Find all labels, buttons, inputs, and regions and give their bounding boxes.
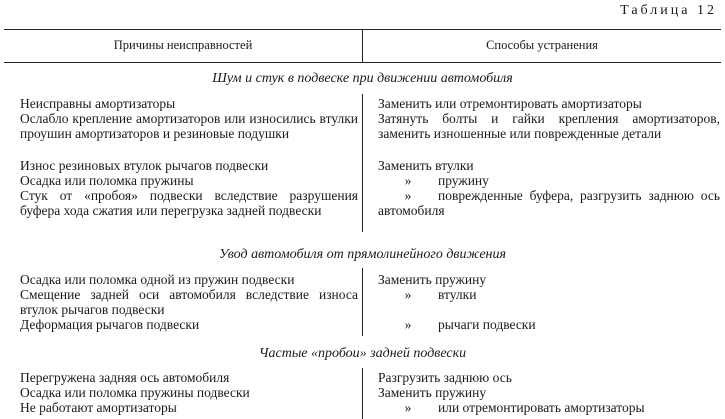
cause-cell: Не работают амортизаторы [20,400,177,415]
remedy-cell [378,287,720,302]
remedy-cell [378,317,720,332]
ditto-mark: » [404,287,412,302]
header-bottom-rule [4,62,721,63]
section-title-bottoming: Частые «пробои» задней подвески [258,346,467,361]
cause-cell: Ослабло крепление амортизаторов или износились втулки проушин амортизаторов и резиновые подушки [20,111,358,141]
remedy-cell [378,173,720,188]
remedy-cell: Заменить или отремонтировать амортизаторы [378,96,642,111]
remedy-text: или отремонтировать амортизаторы [438,400,645,415]
ditto-mark: » [404,317,412,332]
column-header-remedies: Способы устранения [486,38,598,52]
cause-cell: Перегружена задняя ось автомобиля [20,370,230,385]
cause-cell: Стук от «пробоя» подвески вследствие разрушения буфера хода сжатия или перегрузка задней подвески [20,188,358,218]
cause-cell: Износ резиновых втулок рычагов подвески [20,158,269,173]
cause-cell: Осадка или поломка пружины подвески [20,385,250,400]
remedy-text: втулки [438,287,477,302]
cause-cell: Деформация рычагов подвески [20,317,200,332]
ditto-mark: » [404,173,412,188]
section-title-drift: Увод автомобиля от прямолинейного движения [219,247,506,262]
remedy-text: пружину [438,173,489,188]
remedy-cell [378,400,720,415]
remedy-cell: Заменить пружину [378,272,487,287]
section-column-divider [362,368,363,419]
section-title-noise: Шум и стук в подвеске при движении автомобиля [212,71,513,86]
section-column-divider [362,268,363,336]
cause-cell: Осадка или поломка пружины [20,173,194,188]
remedy-cell: Заменить втулки [378,158,474,173]
remedy-cell: Заменить пружину [378,385,487,400]
table-number-label: Таблица 12 [620,3,717,18]
remedy-text: рычаги подвески [438,317,536,332]
column-header-causes: Причины неисправностей [113,38,253,52]
cause-cell: Осадка или поломка одной из пружин подвески [20,272,295,287]
remedy-cell: Разгрузить заднюю ось [378,370,512,385]
cause-cell: Смещение задней оси автомобиля вследствие износа втулок рычагов подвески [20,287,358,317]
remedy-text: поврежденные буфера, разгрузить заднюю ось автомобиля [378,188,720,218]
ditto-mark: » [404,188,412,203]
section-column-divider [362,94,363,232]
remedy-cell [378,188,720,218]
ditto-mark: » [404,400,412,415]
remedy-cell: Затянуть болты и гайки крепления амортизаторов, заменить изношенные или поврежденные детали [378,111,720,141]
cause-cell: Неисправны амортизаторы [20,96,176,111]
